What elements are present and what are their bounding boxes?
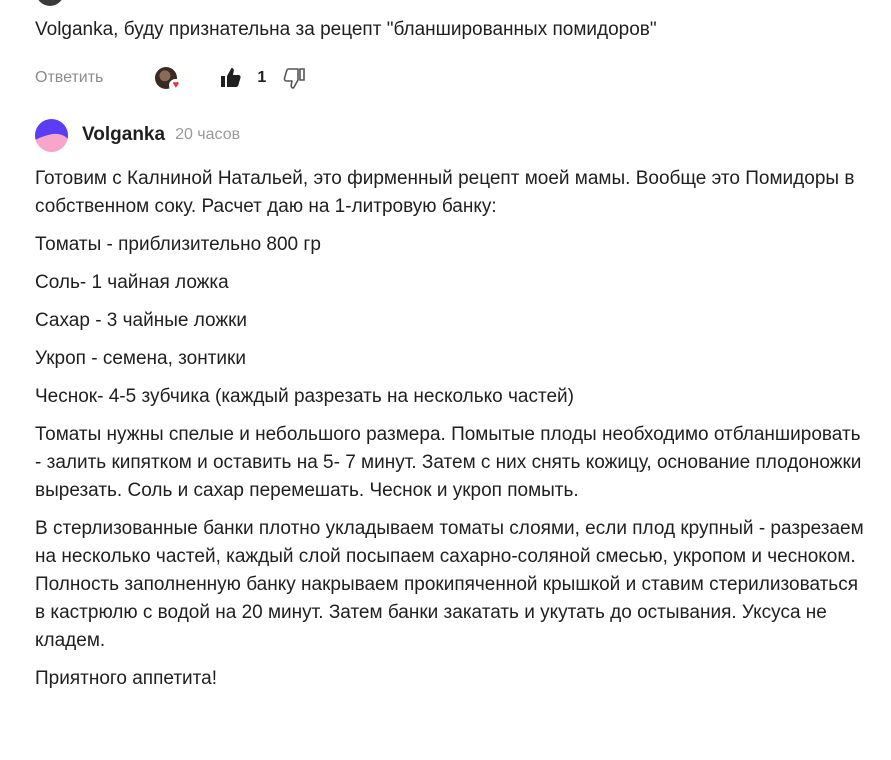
thumbs-down-icon xyxy=(282,66,306,90)
comment-paragraph: Укроп - семена, зонтики xyxy=(35,348,246,369)
like-button[interactable] xyxy=(219,66,243,90)
comment-time: 20 часов xyxy=(175,126,241,143)
comment-paragraph: Томаты нужны спелые и небольшого размера. Помытые плоды необходимо отбланшировать - залить кипятком и оставить на 5- 7 минут. Затем с них снять кожицу, основание плодоножки вырезать. Соль и сахар перемешать. Чеснок и укроп помыть. xyxy=(35,424,862,501)
author-avatar[interactable] xyxy=(35,119,68,152)
comment-paragraph: Томаты - приблизительно 800 гр xyxy=(35,234,321,255)
comment-paragraph: В стерлизованные банки плотно укладываем томаты слоями, если плод крупный - разрезаем на несколько частей, каждый слой посыпаем сахарно-соляной смесью, укропом и чесноком. Полность заполненную банку накрываем прокипяченной крышкой и ставим стерилизоваться в кастрюлю с водой на 20 минут. Затем банки закатать и укутать до остывания. Уксуса не кладем. xyxy=(35,518,864,651)
comment-body xyxy=(35,165,870,703)
author-name[interactable]: Volganka xyxy=(82,124,166,145)
reactor-avatar[interactable] xyxy=(155,67,180,91)
comment-paragraph: Приятного аппетита! xyxy=(35,668,217,689)
comment-header xyxy=(35,117,240,153)
comment-paragraph: Готовим с Калниной Натальей, это фирменный рецепт моей мамы. Вообще это Помидоры в собственном соку. Расчет даю на 1-литровую банку: xyxy=(35,168,855,217)
dislike-button[interactable] xyxy=(282,66,306,90)
heart-icon: ♥ xyxy=(169,79,182,92)
comment-paragraph: Сахар - 3 чайные ложки xyxy=(35,310,248,331)
comment-actions xyxy=(35,62,435,94)
like-count: 1 xyxy=(257,69,267,86)
reply-button[interactable]: Ответить xyxy=(35,69,104,86)
comment-paragraph: Чеснок- 4-5 зубчика (каждый разрезать на несколько частей) xyxy=(35,386,574,407)
comment-paragraph: Соль- 1 чайная ложка xyxy=(35,272,229,293)
previous-comment-text: Volganka, буду признательна за рецепт "бланшированных помидоров" xyxy=(35,19,657,40)
thumbs-up-icon xyxy=(219,66,243,90)
previous-comment-avatar xyxy=(36,0,64,6)
